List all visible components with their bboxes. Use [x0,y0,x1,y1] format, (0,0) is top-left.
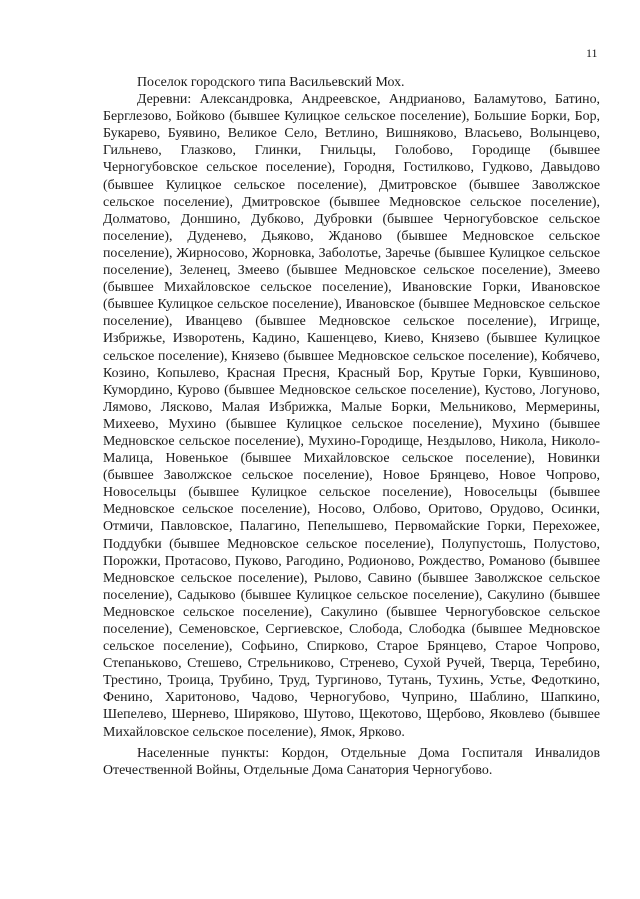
settlement-type-paragraph: Поселок городского типа Васильевский Мох. [137,75,405,90]
localities-paragraph: Населенные пункты: Кордон, Отдельные Дома Госпиталя Инвалидов Отечественной Войны, Отдельные Дома Санатория Черногубово. [103,745,600,778]
document-body [103,74,600,779]
villages-paragraph: Деревни: Александровка, Андреевское, Андрианово, Баламутово, Батино, Берглезово, Бойково (бывшее Кулицкое сельское поселение), Большие Борки, Бор, Букарево, Буявино, Великое Село, Ветлино, Вишняково, Власьево, Волынцево, Гильнево, Глазково, Глинки, Гнильцы, Голобово, Городище (бывшее Черногубовское сельское поселение), Городня, Гостилково, Гудково, Давыдово (бывшее Кулицкое сельское поселение), Дмитровское (бывшее Заволжское сельское поселение), Дмитровское (бывшее Медновское сельское поселение), Долматово, Доншино, Дубково, Дубровки (бывшее Черногубовское сельское поселение), Дуденево, Дьяково, Жданово (бывшее Медновское сельское поселение), Жирносово, Жорновка, Заболотье, Заречье (бывшее Кулицкое сельское поселение), Зеленец, Змеево (бывшее Медновское сельское поселение), Змеево (бывшее Михайловское сельское поселение), Ивановские Горки, Ивановское (бывшее Кулицкое сельское поселение), Ивановское (бывшее Медновское сельское поселение), Иванцево (бывшее Медновское сельское поселение), Игрище, Избрижье, Изворотень, Кадино, Кашенцево, Киево, Князево (бывшее Кулицкое сельское поселение), Князево (бывшее Медновское сельское поселение), Кобячево, Козино, Копылево, Красная Пресня, Красный Бор, Крутые Горки, Кувшиново, Кумордино, Курово (бывшее Медновское сельское поселение), Кустово, Логуново, Лямово, Лясково, Малая Избрижка, Малые Борки, Мельниково, Мермерины, Михеево, Мухино (бывшее Кулицкое сельское поселение), Мухино (бывшее Медновское сельское поселение), Мухино-Городище, Нездылово, Никола, Николо-Малица, Новенькое (бывшее Михайловское сельское поселение), Новинки (бывшее Заволжское сельское поселение), Новое Брянцево, Новое Чопрово, Новосельцы (бывшее Кулицкое сельское поселение), Новосельцы (бывшее Медновское сельское поселение), Носово, Олбово, Оритово, Орудово, Осинки, Отмичи, Павловское, Палагино, Пепелышево, Первомайские Горки, Перехожее, Поддубки (бывшее Медновское сельское поселение), Полупустошь, Полустово, Порожки, Протасово, Пуково, Рагодино, Родионово, Рождество, Романово (бывшее Медновское сельское поселение), Рылово, Савино (бывшее Заволжское сельское поселение), Садыково (бывшее Кулицкое сельское поселение), Сакулино (бывшее Медновское сельское поселение), Сакулино (бывшее Черногубовское сельское поселение), Семеновское, Сергиевское, Слобода, Слободка (бывшее Медновское сельское поселение), Софьино, Спирково, Старое Брянцево, Старое Чопрово, Степаньково, Стешево, Стрельниково, Стренево, Сухой Ручей, Тверца, Теребино, Трестино, Троица, Трубино, Труд, Тургиново, Тутань, Тухинь, Устье, Федоткино, Фенино, Харитоново, Чадово, Черногубово, Чуприно, Шаблино, Шапкино, Шепелево, Шернево, Ширяково, Шутово, Щекотово, Щербово, Яковлево (бывшее Михайловское сельское поселение), Ямок, Ярково. [103,92,600,740]
page-number: 11 [586,46,598,60]
